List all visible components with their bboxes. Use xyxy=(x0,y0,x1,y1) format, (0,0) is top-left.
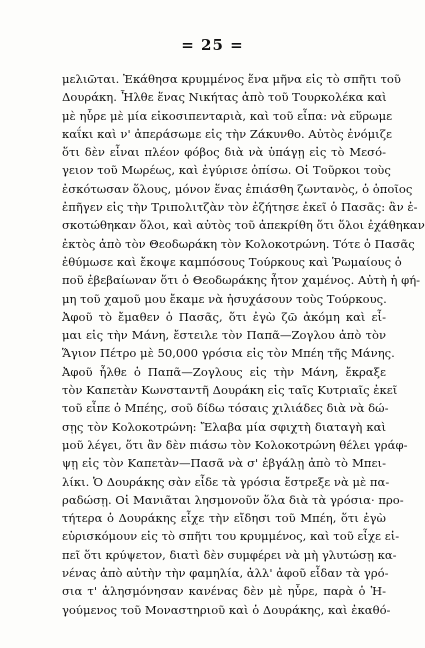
text-line: ἐπῆγεν εἰς τὴν Τριπολιτζὰν τὸν ἐζήτησε ἐκεῖ ὁ Πασᾶς: ἂν ἐ- xyxy=(62,200,418,215)
text-line: σκοτώθηκαν ὅλοι, καὶ αὐτὸς τοῦ ἀπεκρίθη ὅτι ὅλοι ἐχάθηκαν xyxy=(62,218,425,233)
text-line: ὅτι δὲν εἶναι πλέον φόβος διὰ νὰ ὑπάγῃ εἰς τὸ Μεσό- xyxy=(62,145,386,160)
text-line: νένας ἀπὸ αὐτὴν τὴν φαμηλία, ἀλλ' ἀφοῦ εἶδαν τὰ γρό- xyxy=(62,566,389,581)
text-line: ἐθύμωσε καὶ ἔκοψε καμπόσους Τούρκους καὶ Ῥωμαίους ὁ xyxy=(62,254,402,269)
text-line: γούμενος τοῦ Μοναστηριοῦ καὶ ὁ Δουράκης, καὶ ἐκαθό- xyxy=(62,602,391,617)
text-line: λίκι. Ὁ Δουράκης σὰν εἶδε τὰ γρόσια ἔστρεξε νὰ μὲ πα- xyxy=(62,474,390,489)
text-line: μη τοῦ χαμοῦ μου ἔκαμε νὰ ἡσυχάσουν τοὺς Τούρκους. xyxy=(62,291,387,306)
text-line: σια τ' ἀλησμόνησαν κανένας δὲν μὲ ηὗρε, παρὰ ὁ Ἡ- xyxy=(62,584,386,599)
text-line: ποῦ ἐβεβαίωναν ὅτι ὁ Θεοδωράκης ἦτον χαμένος. Αὐτὴ ἡ φή- xyxy=(62,273,421,288)
text-line: Δουράκη. Ἦλθε ἕνας Νικήτας ἀπὸ τοῦ Τουρκολέκα καὶ xyxy=(62,90,387,105)
text-line: μοῦ λέγει, ὅτι ἂν δὲν πιάσω τὸν Κολοκοτρώνη θέλει γράφ- xyxy=(62,437,408,452)
text-line: Ἅγιον Πέτρο μὲ 50,000 γρόσια εἰς τὸν Μπέη τῆς Μάνης. xyxy=(62,346,395,361)
text-line: εὑρισκόμουν εἰς τὸ σπῆτι του κρυμμένος, καὶ τοῦ εἶχε εἰ- xyxy=(62,529,400,544)
text-line: Ἀφοῦ τὸ ἔμαθεν ὁ Πασᾶς, ὅτι ἐγὼ ζῶ ἀκόμη καὶ εἶ- xyxy=(62,309,386,324)
text-line: τοῦ εἶπε ὁ Μπέης, σοῦ δίδω τόσαις χιλιάδες διὰ νὰ δώ- xyxy=(62,401,389,416)
text-line: καΐκι καὶ ν' ἀπεράσωμε εἰς τὴν Ζάκυνθο. Αὐτὸς ἐνόμιζε xyxy=(62,126,393,141)
text-line: ψῃ εἰς τὸν Καπετὰν—Πασᾶ νὰ σ' ἐβγάλῃ ἀπὸ τὸ Μπει- xyxy=(62,456,386,471)
text-line: τήτερα ὁ Δουράκης εἶχε τὴν εἴδησι τοῦ Μπέη, ὅτι ἐγὼ xyxy=(62,511,386,526)
text-line: μελιῶται. Ἐκάθησα κρυμμένος ἕνα μῆνα εἰς τὸ σπῆτι τοῦ xyxy=(62,72,401,86)
text-line: τὸν Καπετὰν Κωνσταντῆ Δουράκη εἰς ταῖς Κυτριαῖς ἐκεῖ xyxy=(62,383,398,398)
text-line: Ἀφοῦ ἦλθε ὁ Παπᾶ—Ζογλους εἰς τὴν Μάνη, ἔκραξε xyxy=(62,364,386,379)
text-line: ἐσκότωσαν ὅλους, μόνον ἕνας ἐπιάσθη ζωντανὸς, ὁ ὁποῖος xyxy=(62,181,413,196)
body-text xyxy=(62,70,425,619)
text-line: πεῖ ὅτι κρύψετον, διατὶ δὲν συμφέρει νὰ μὴ γλυτώσῃ κα- xyxy=(62,547,397,562)
text-line: μὲ ηὗρε μὲ μία εἰκοσιπενταριὰ, καὶ τοῦ εἶπα: νὰ εὕρωμε xyxy=(62,108,393,123)
text-line: σῃς τὸν Κολοκοτρώνη: Ἔλαβα μία σφιχτὴ διαταγὴ καὶ xyxy=(62,419,386,434)
text-line: μαι εἰς τὴν Μάνη, ἔστειλε τὸν Παπᾶ—Ζογλου ἀπὸ τὸν xyxy=(62,328,386,343)
page-number: = 25 = xyxy=(181,36,244,54)
text-line: ἐκτὸς ἀπὸ τὸν Θεοδωράκη τὸν Κολοκοτρώνη. Τότε ὁ Πασᾶς xyxy=(62,236,415,251)
text-line: ραδώσῃ. Οἱ Μανιᾶται λησμονοῦν ὅλα διὰ τὰ γρόσια· προ- xyxy=(62,492,404,507)
text-line: γειον τοῦ Μωρέως, καὶ ἐγύρισε ὀπίσω. Οἱ Τοῦρκοι τοὺς xyxy=(62,163,391,178)
